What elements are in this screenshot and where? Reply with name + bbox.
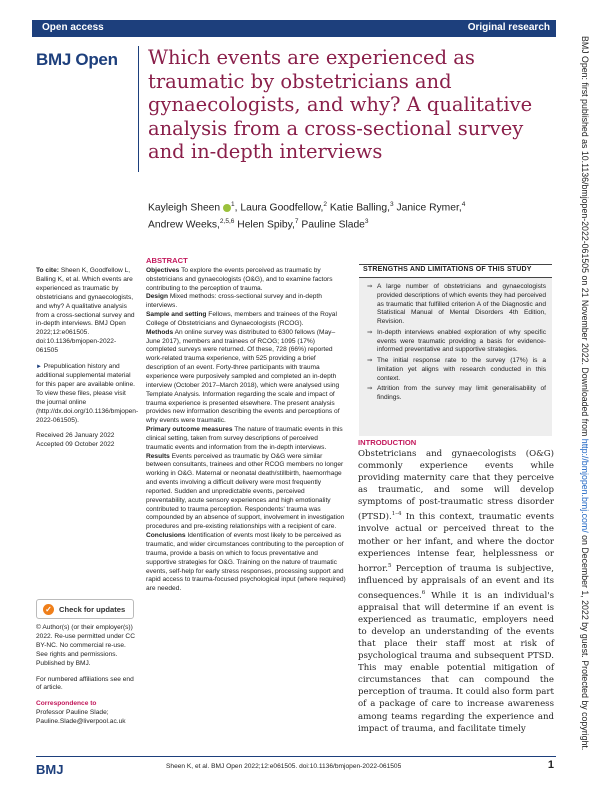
orcid-icon[interactable] [223, 204, 231, 212]
intro-text: In this context, traumatic events involve actual or perceived threat to the mother or her infant, and where the doctor experiences intense fear, helplessness or horror. [358, 512, 554, 574]
article-title: Which events are experienced as traumatic by obstetricians and gynaecologists, and why? A qualitative analysis from a cross-sectional survey and in-depth interviews [148, 46, 533, 163]
accepted-date: Accepted 09 October 2022 [36, 441, 115, 449]
abstract-conclusions [146, 532, 346, 594]
author-name: Helen Spiby, [234, 219, 295, 231]
strengths-limitations-box [359, 264, 552, 436]
section-label: Design [146, 293, 168, 301]
abstract-outcomes [146, 426, 346, 453]
correspondence-block [36, 700, 136, 727]
list-item-text: In-depth interviews enabled exploration of why specific events were traumatic providing a basis for evidence-informed preventative and supportive strategies. [377, 328, 546, 354]
section-label: Conclusions [146, 532, 186, 540]
check-updates-label: Check for updates [59, 604, 126, 614]
footer-citation: Sheen K, et al. BMJ Open 2022;12:e061505. doi:10.1136/bmjopen-2022-061505 [166, 763, 402, 770]
affiliation-ref: 3 [364, 218, 369, 226]
prepub-note [36, 363, 139, 425]
affiliation-ref: 4 [461, 201, 466, 208]
arrow-right-icon: ⇒ [367, 385, 373, 393]
journal-logo: BMJ Open [36, 50, 118, 69]
abstract [146, 257, 346, 594]
title-divider [138, 46, 139, 172]
download-notice-text: BMJ Open: first published as 10.1136/bmjopen-2022-061505 on 21 November 2022. Downloaded from [580, 36, 590, 439]
cite-text: Sheen K, Goodfellow L, Balling K, et al. Which events are experienced as traumatic by obstetricians and gynaecologists, and why? A qualitative analysis from a cross-sectional survey and in-depth interviews. BMJ Open 2022;12:e061505. doi:10.1136/bmjopen-2022-061505 [36, 267, 135, 355]
introduction-heading: INTRODUCTION [358, 438, 417, 447]
author-name: Janice Rymer, [393, 202, 462, 214]
affiliations-note: For numbered affiliations see end of article. [36, 675, 134, 692]
list-item [367, 283, 546, 327]
introduction-body [358, 448, 554, 735]
page-number: 1 [547, 759, 554, 771]
list-item [367, 357, 546, 383]
vertical-download-notice [568, 36, 590, 776]
affiliation-ref: 7 [294, 218, 299, 226]
section-label: Results [146, 452, 170, 460]
affiliation-ref: 3 [389, 201, 394, 208]
copyright-text: © Author(s) (or their employer(s)) 2022. Re-use permitted under CC BY-NC. No commercial re-use. See rights and permissions. Published by BMJ. [36, 624, 135, 667]
article-type-label: Original research [467, 22, 550, 33]
abstract-design [146, 293, 346, 311]
affiliation-ref: 1 [231, 201, 235, 208]
check-for-updates-button[interactable] [36, 599, 134, 619]
section-label: Primary outcome measures [146, 426, 233, 434]
download-notice-text: on December 1, 2022 by guest. Protected by copyright. [580, 532, 590, 751]
list-item [367, 329, 546, 355]
received-date: Received 26 January 2022 [36, 432, 115, 440]
abstract-objectives [146, 267, 346, 294]
abstract-methods [146, 329, 346, 426]
strengths-heading-bar [359, 264, 552, 278]
correspondence-email[interactable]: Pauline.Slade@liverpool.ac.uk [36, 718, 126, 726]
strengths-list [359, 283, 552, 403]
section-label: Sample and setting [146, 311, 207, 319]
strengths-heading: STRENGTHS AND LIMITATIONS OF THIS STUDY [363, 266, 532, 273]
abstract-results [146, 453, 346, 533]
arrow-right-icon: ⇒ [367, 357, 373, 364]
reference-link[interactable]: 1–4 [391, 511, 402, 518]
dates-block [36, 432, 136, 450]
correspondence-name: Professor Pauline Slade; [36, 709, 109, 717]
open-access-label: Open access [42, 22, 104, 33]
reference-link[interactable]: 6 [421, 589, 426, 596]
triangle-bullet-icon: ► [36, 364, 42, 371]
section-label: Objectives [146, 266, 180, 274]
author-name: Katie Balling, [327, 202, 390, 214]
section-text: To explore the events perceived as traumatic by obstetricians and gynaecologists (O&G), and to examine factors contributing to the perception of trauma. [146, 266, 333, 292]
journal-url-link[interactable]: http://bmjopen.bmj.com/ [580, 438, 590, 533]
list-item-text: A large number of obstetricians and gynaecologists provided descriptions of which events they had perceived as traumatic that fulfilled criterion A of the Diagnostic and Statistical Manual of Mental Disorders 4th Edition, Revision. [377, 283, 546, 325]
article-info-column [36, 267, 139, 457]
section-text: An online survey was distributed to 6300 fellows (May–June 2017), members and trainees of RCOG; 1095 (17%) completed surveys were returned. Of these, 728 (66%) reported work-related trauma experience, with 525 providing a brief description of an event. Forty-three participants with trauma experience were purposively sampled and completed an in-depth interview (October 2017–March 2018), which were analysed using Template Analysis. Information regarding the scale and impact of trauma experience is presented elsewhere. The present analysis provides new information describing the events and perceptions of why events were traumatic. [146, 328, 340, 425]
prepub-text: Prepublication history and additional supplemental material for this paper are available online. To view these files, please visit the journal online (http://dx.doi.org/10.1136/bmjopen-2022-061505). [36, 363, 139, 424]
top-banner [32, 20, 556, 37]
arrow-right-icon: ⇒ [367, 328, 373, 336]
correspondence-label: Correspondence to [36, 700, 97, 708]
rights-column [36, 624, 136, 734]
intro-text: While it is an individual's appraisal that will determine if an event is experienced as traumatic, employers need to develop an understanding of the events that place their staff most at risk of psychological trauma and subsequent PTSD. This may enable potential mitigation of circumstances that can compound the perception of trauma. It could also form part of a package of care to increase awareness among teams regarding the experience and impact of trauma, and facilitate timely [358, 590, 554, 734]
list-item-text: Attrition from the survey may limit generalisability of findings. [377, 385, 546, 401]
citation-block [36, 267, 136, 356]
page-footer [36, 756, 556, 783]
affiliation-ref: 2 [323, 201, 327, 208]
section-text: Events perceived as traumatic by O&G were similar between consultants, trainees and other RCOG members no longer working in O&G. Maternal or neonatal death/stillbirth, haemorrhage and events involving a difficult delivery were most frequently reported. Sudden and unpredictable events, perceived preventability, acute sensory experiences and high emotionality contributed to trauma perception. Respondents' trauma was compounded by an absence of support, involvement in investigation procedures and pre-existing relationships with a recipient of care. [146, 452, 345, 531]
section-text: The nature of traumatic events in this clinical setting, taken from survey descriptions of perceived traumatic events and information from the in-depth interviews. [146, 426, 343, 451]
author-name: Andrew Weeks, [148, 219, 220, 231]
intro-text: Obstetricians and gynaecologists (O&G) commonly experience events while providing maternity care that they perceive as traumatic, and some will develop symptoms of post-traumatic stress disorder (PTSD). [358, 449, 554, 523]
section-text: Identification of events most likely to be perceived as traumatic, and wider circumstances contributing to the perception of trauma, provide a basis on which to focus preventative and supportive strategies for O&G. Training on the nature of traumatic events, self-help for early stress responses, processing support and rapid access to trauma-focused psychological input (where required) are needed. [146, 532, 346, 593]
cite-label: To cite: [36, 267, 59, 274]
list-item-text: The initial response rate to the survey (17%) is a limitation yet aligns with research conducted in this context. [377, 357, 546, 382]
author-name: , Laura Goodfellow, [234, 202, 324, 214]
abstract-sample [146, 311, 346, 329]
check-updates-icon: ✓ [43, 604, 54, 615]
reference-link[interactable]: 5 [388, 562, 392, 569]
section-text: Mixed methods: cross-sectional survey and in-depth interviews. [146, 293, 322, 310]
affiliation-ref: 2,5,6 [219, 218, 235, 226]
section-label: Methods [146, 328, 174, 336]
bmj-footer-logo: BMJ [36, 762, 64, 777]
intro-text: Perception of trauma is subjective, influenced by appraisals of an event and its consequences. [358, 563, 554, 601]
author-name: Pauline Slade [298, 219, 365, 231]
author-name: Kayleigh Sheen [148, 202, 221, 214]
list-item [367, 385, 546, 403]
arrow-right-icon: ⇒ [367, 283, 373, 290]
section-text: Fellows, members and trainees of the Royal College of Obstetricians and Gynaecologists (RCOG). [146, 311, 337, 327]
abstract-heading: ABSTRACT [146, 256, 188, 265]
author-list [148, 198, 548, 233]
